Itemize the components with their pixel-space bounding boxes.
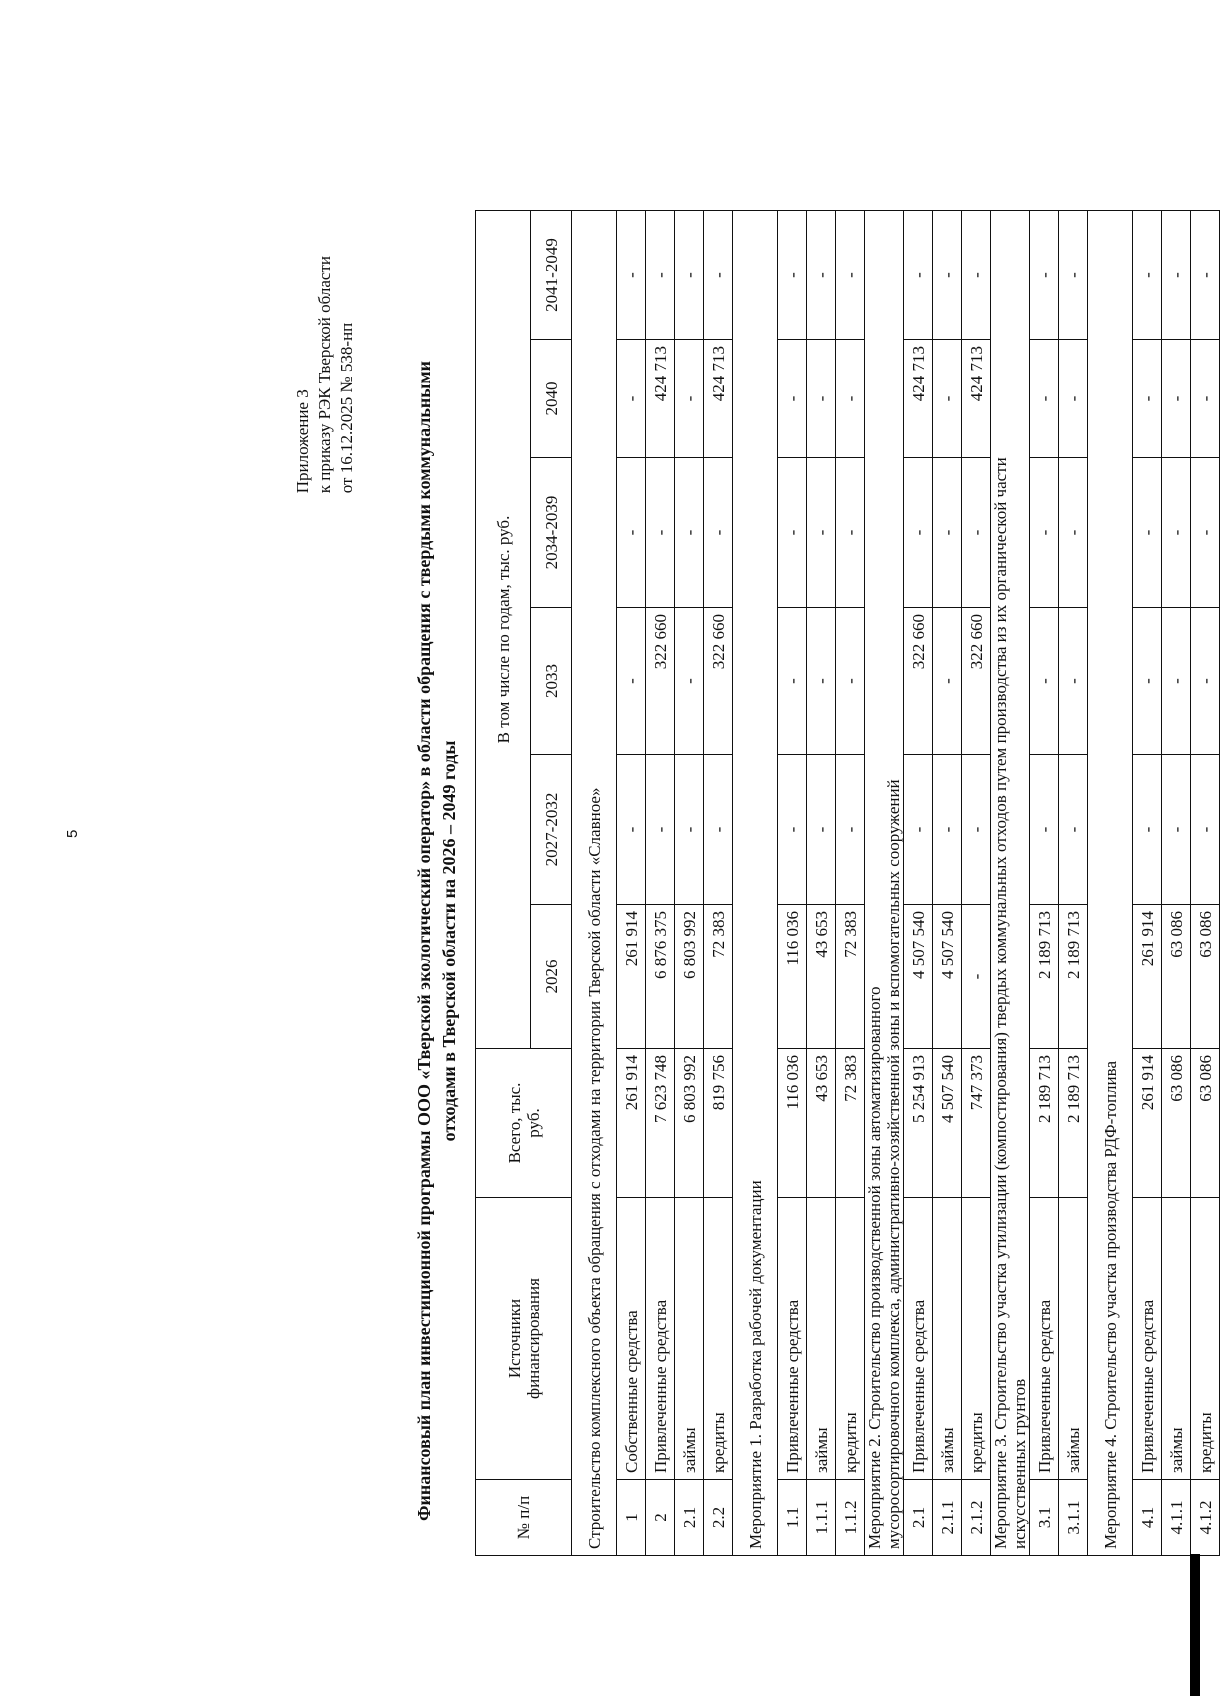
table-row	[1030, 210, 1059, 1555]
row-year-value: -	[704, 210, 733, 339]
row-year-value: 6 803 992	[675, 905, 704, 1049]
row-year-value: -	[962, 458, 991, 608]
row-year-value: -	[675, 210, 704, 339]
row-year-value: -	[1162, 210, 1191, 339]
row-year-value: -	[836, 458, 865, 608]
row-year-value: -	[675, 608, 704, 755]
row-total: 2 189 713	[1030, 1049, 1059, 1198]
row-total: 2 189 713	[1059, 1049, 1088, 1198]
row-source: займы	[1162, 1198, 1191, 1480]
section-title-row	[865, 210, 904, 1555]
row-year-value: -	[1191, 210, 1220, 339]
table-row	[617, 210, 646, 1555]
table-row	[836, 210, 865, 1555]
appendix-line: к приказу РЭК Тверской области	[315, 256, 334, 494]
table-row	[1191, 210, 1220, 1555]
header-year: 2027-2032	[531, 755, 572, 905]
table-row	[933, 210, 962, 1555]
row-year-value: -	[704, 458, 733, 608]
row-number: 2	[646, 1480, 675, 1556]
section-title	[865, 210, 904, 1555]
scan-edge-bar	[1190, 1554, 1200, 1696]
header-year: 2033	[531, 608, 572, 755]
row-year-value: 63 086	[1191, 905, 1220, 1049]
row-year-value: -	[617, 340, 646, 458]
row-source: кредиты	[704, 1198, 733, 1480]
row-year-value: -	[1030, 608, 1059, 755]
header-num: № п/п	[476, 1480, 572, 1556]
row-source: займы	[675, 1198, 704, 1480]
row-year-value: -	[1191, 340, 1220, 458]
row-year-value: -	[1162, 458, 1191, 608]
row-year-value: -	[836, 340, 865, 458]
row-year-value: 72 383	[836, 905, 865, 1049]
appendix-line: Приложение 3	[293, 389, 312, 494]
row-number: 4.1	[1133, 1480, 1162, 1556]
row-year-value: -	[904, 458, 933, 608]
row-year-value: -	[904, 755, 933, 905]
row-year-value: -	[675, 340, 704, 458]
row-total: 72 383	[836, 1049, 865, 1198]
row-year-value: -	[807, 340, 836, 458]
row-total: 63 086	[1191, 1049, 1220, 1198]
row-year-value: -	[1059, 458, 1088, 608]
section-title: Мероприятие 1. Разработка рабочей документации	[733, 210, 778, 1555]
row-number: 2.1.1	[933, 1480, 962, 1556]
row-year-value: -	[1191, 458, 1220, 608]
row-total: 63 086	[1162, 1049, 1191, 1198]
header-year: 2026	[531, 905, 572, 1049]
row-year-value: 2 189 713	[1059, 905, 1088, 1049]
row-year-value: -	[1133, 340, 1162, 458]
table-row	[1133, 210, 1162, 1555]
row-year-value: 261 914	[1133, 905, 1162, 1049]
row-year-value: -	[617, 755, 646, 905]
row-year-value: -	[933, 340, 962, 458]
section-title-row	[991, 210, 1030, 1555]
row-year-value: 43 653	[807, 905, 836, 1049]
row-year-value: -	[617, 210, 646, 339]
table-row	[778, 210, 807, 1555]
title-line: отходами в Тверской области на 2026 – 2049 годы	[439, 740, 459, 1142]
row-year-value: -	[675, 458, 704, 608]
row-year-value: -	[617, 608, 646, 755]
row-source: кредиты	[1191, 1198, 1220, 1480]
document-title	[412, 216, 462, 1666]
row-year-value: -	[1162, 340, 1191, 458]
row-number: 2.1	[904, 1480, 933, 1556]
row-year-value: -	[1059, 340, 1088, 458]
row-number: 3.1	[1030, 1480, 1059, 1556]
row-number: 4.1.2	[1191, 1480, 1220, 1556]
appendix-line: от 16.12.2025 № 538-нп	[337, 322, 356, 494]
row-year-value: -	[836, 608, 865, 755]
row-year-value: -	[1030, 755, 1059, 905]
table-row	[807, 210, 836, 1555]
row-year-value: 116 036	[778, 905, 807, 1049]
row-year-value: -	[1030, 458, 1059, 608]
section-title-row	[733, 210, 778, 1555]
row-source: займы	[933, 1198, 962, 1480]
row-total: 6 803 992	[675, 1049, 704, 1198]
row-year-value: -	[807, 458, 836, 608]
section-title-line: искусственных грунтов	[1010, 1378, 1029, 1549]
row-number: 1.1.1	[807, 1480, 836, 1556]
row-year-value: -	[933, 755, 962, 905]
row-source: кредиты	[836, 1198, 865, 1480]
row-year-value: -	[1133, 755, 1162, 905]
row-year-value: -	[1059, 608, 1088, 755]
header-total	[476, 1049, 572, 1198]
row-source: Собственные средства	[617, 1198, 646, 1480]
row-total: 261 914	[617, 1049, 646, 1198]
row-number: 2.2	[704, 1480, 733, 1556]
row-total: 4 507 540	[933, 1049, 962, 1198]
section-title-line: Мероприятие 2. Строительство производственной зоны автоматизированного	[865, 986, 884, 1549]
page-number: 5	[64, 829, 81, 838]
row-year-value: 322 660	[904, 608, 933, 755]
row-source: Привлеченные средства	[1030, 1198, 1059, 1480]
table-body	[572, 210, 1220, 1555]
row-year-value: -	[1162, 755, 1191, 905]
row-year-value: -	[1059, 210, 1088, 339]
row-year-value: 424 713	[646, 340, 675, 458]
row-year-value: 322 660	[646, 608, 675, 755]
row-year-value: -	[836, 210, 865, 339]
row-year-value: -	[1133, 210, 1162, 339]
row-year-value: -	[933, 458, 962, 608]
header-source-text: Источники финансирования	[504, 1278, 543, 1399]
header-by-year: В том числе по годам, тыс. руб.	[476, 210, 531, 1048]
row-year-value: -	[1162, 608, 1191, 755]
table-row	[646, 210, 675, 1555]
row-year-value: -	[836, 755, 865, 905]
row-number: 1.1	[778, 1480, 807, 1556]
row-total: 7 623 748	[646, 1049, 675, 1198]
row-year-value: -	[1030, 340, 1059, 458]
row-year-value: -	[807, 755, 836, 905]
row-year-value: -	[646, 210, 675, 339]
row-total: 747 373	[962, 1049, 991, 1198]
section-title-row	[1088, 210, 1133, 1555]
row-year-value: 424 713	[904, 340, 933, 458]
row-source: Привлеченные средства	[778, 1198, 807, 1480]
header-year: 2040	[531, 340, 572, 458]
row-year-value: -	[646, 755, 675, 905]
row-total: 43 653	[807, 1049, 836, 1198]
row-year-value: 72 383	[704, 905, 733, 1049]
row-year-value: -	[778, 755, 807, 905]
table-header	[476, 210, 572, 1555]
row-year-value: -	[778, 210, 807, 339]
header-year: 2041-2049	[531, 210, 572, 339]
section-title	[991, 210, 1030, 1555]
row-year-value: -	[962, 210, 991, 339]
row-source: Привлеченные средства	[904, 1198, 933, 1480]
header-total-text: Всего, тыс. руб.	[504, 1082, 543, 1164]
row-source: Привлеченные средства	[646, 1198, 675, 1480]
row-year-value: -	[1030, 210, 1059, 339]
row-year-value: -	[807, 210, 836, 339]
row-year-value: -	[933, 608, 962, 755]
row-year-value: 6 876 375	[646, 905, 675, 1049]
row-year-value: -	[807, 608, 836, 755]
appendix-reference	[292, 256, 358, 493]
row-year-value: -	[933, 210, 962, 339]
title-line: Финансовый план инвестиционной программы ООО «Тверской экологический оператор» в области обращения с твердыми коммунальными	[414, 361, 434, 1521]
row-total: 5 254 913	[904, 1049, 933, 1198]
row-number: 4.1.1	[1162, 1480, 1191, 1556]
row-source: кредиты	[962, 1198, 991, 1480]
section-title: Мероприятие 4. Строительство участка производства РДФ-топлива	[1088, 210, 1133, 1555]
financial-plan-table	[475, 210, 1220, 1556]
row-year-value: 2 189 713	[1030, 905, 1059, 1049]
row-year-value: -	[778, 608, 807, 755]
row-year-value: -	[1191, 608, 1220, 755]
section-title-line: мусоросортировочного комплекса, административно-хозяйственной зоны и вспомогательных сооружений	[884, 779, 903, 1549]
row-total: 819 756	[704, 1049, 733, 1198]
row-number: 1	[617, 1480, 646, 1556]
row-number: 3.1.1	[1059, 1480, 1088, 1556]
row-year-value: -	[646, 458, 675, 608]
row-year-value: 424 713	[962, 340, 991, 458]
row-year-value: 4 507 540	[904, 905, 933, 1049]
row-year-value: -	[778, 458, 807, 608]
table-row	[962, 210, 991, 1555]
header-source	[476, 1198, 572, 1480]
row-number: 2.1.2	[962, 1480, 991, 1556]
row-year-value: -	[617, 458, 646, 608]
section-title-row	[572, 210, 617, 1555]
row-year-value: 4 507 540	[933, 905, 962, 1049]
row-year-value: -	[962, 905, 991, 1049]
row-year-value: -	[1133, 608, 1162, 755]
row-year-value: 261 914	[617, 905, 646, 1049]
table-row	[1059, 210, 1088, 1555]
row-year-value: -	[904, 210, 933, 339]
row-year-value: 424 713	[704, 340, 733, 458]
row-total: 116 036	[778, 1049, 807, 1198]
section-title: Строительство комплексного объекта обращения с отходами на территории Тверской области «Славное»	[572, 210, 617, 1555]
table-row	[904, 210, 933, 1555]
row-year-value: -	[1133, 458, 1162, 608]
row-year-value: -	[675, 755, 704, 905]
table-row	[675, 210, 704, 1555]
row-source: займы	[807, 1198, 836, 1480]
row-year-value: -	[778, 340, 807, 458]
table-row	[1162, 210, 1191, 1555]
rotated-page-content	[240, 106, 1215, 1666]
row-year-value: -	[1191, 755, 1220, 905]
row-source: займы	[1059, 1198, 1088, 1480]
row-year-value: 322 660	[704, 608, 733, 755]
row-number: 1.1.2	[836, 1480, 865, 1556]
row-total: 261 914	[1133, 1049, 1162, 1198]
row-year-value: -	[962, 755, 991, 905]
table-row	[704, 210, 733, 1555]
row-year-value: 63 086	[1162, 905, 1191, 1049]
header-year: 2034-2039	[531, 458, 572, 608]
section-title-line: Мероприятие 3. Строительство участка утилизации (компостирования) твердых коммунальных отходов путем производства из их органической части	[991, 457, 1010, 1549]
row-year-value: -	[704, 755, 733, 905]
row-year-value: 322 660	[962, 608, 991, 755]
row-year-value: -	[1059, 755, 1088, 905]
row-number: 2.1	[675, 1480, 704, 1556]
row-source: Привлеченные средства	[1133, 1198, 1162, 1480]
